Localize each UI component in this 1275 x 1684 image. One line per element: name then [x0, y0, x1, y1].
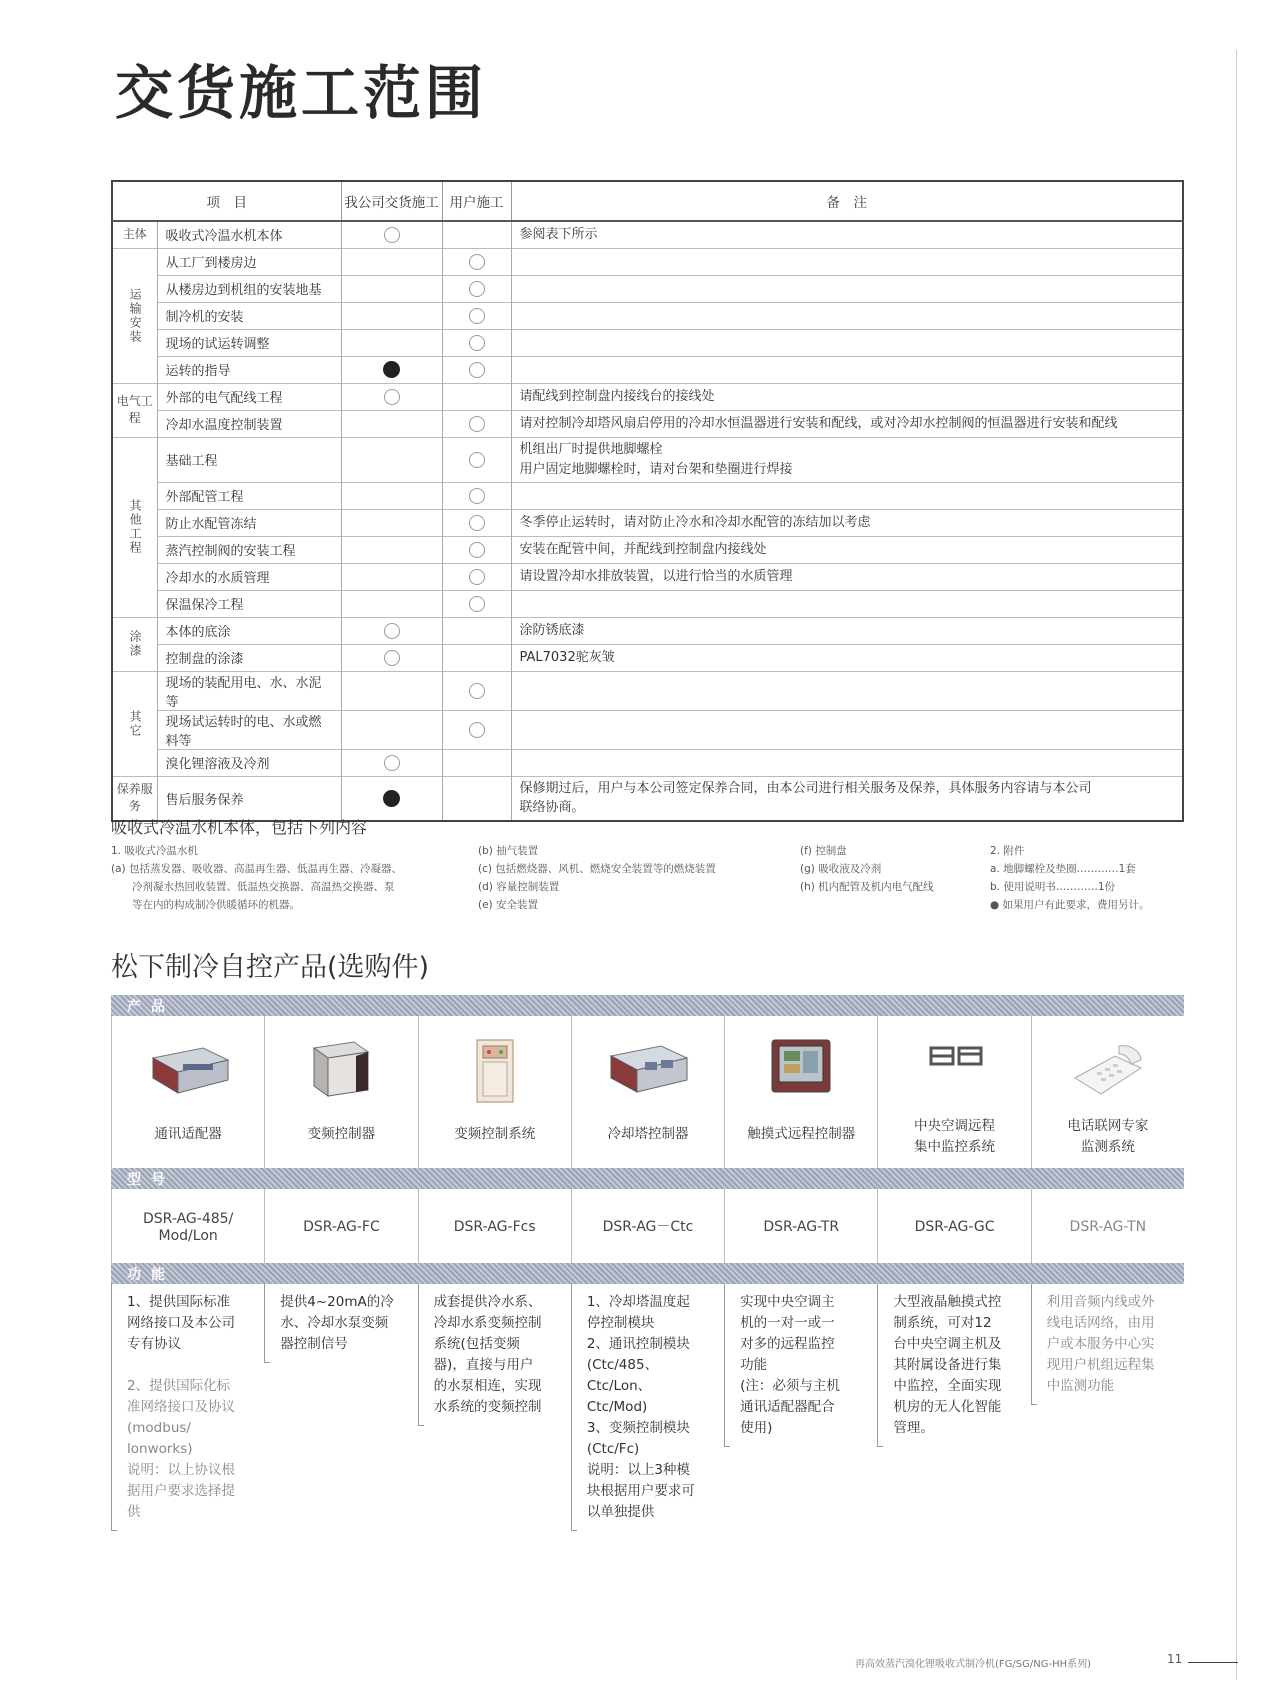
footer-rule	[1188, 1662, 1238, 1663]
company-mark-cell	[341, 221, 442, 248]
row-item: 从工厂到楼房边	[157, 248, 341, 275]
function-line: 机房的无人化智能	[893, 1399, 1002, 1415]
touch-screen-icon	[770, 1038, 832, 1098]
header-company: 我公司交货施工	[341, 181, 442, 221]
row-note	[511, 356, 1183, 383]
contents-line: a. 地脚螺栓及垫圈…………1套	[990, 863, 1136, 875]
function-line: 网络接口及本公司	[127, 1315, 235, 1331]
group-label: 其他工程	[112, 437, 157, 617]
row-note	[511, 383, 1183, 410]
contents-line: 1. 吸收式冷温水机	[111, 845, 198, 857]
empty-circle-icon	[384, 623, 400, 639]
product-name	[878, 1116, 1030, 1158]
empty-circle-icon	[384, 650, 400, 666]
row-item: 控制盘的涂漆	[157, 644, 341, 671]
user-mark-cell	[442, 482, 511, 509]
row-note	[511, 776, 1183, 821]
models-row	[111, 1189, 1184, 1263]
row-note	[511, 410, 1183, 437]
note-line: 联络协商。	[519, 800, 585, 816]
contents-line: ● 如果用户有此要求，费用另计。	[990, 899, 1150, 911]
note-line: 请配线到控制盘内接线台的接线处	[519, 388, 715, 404]
user-mark-cell	[442, 590, 511, 617]
note-line: 安装在配管中间，并配线到控制盘内接线处	[519, 541, 767, 557]
row-item: 制冷机的安装	[157, 302, 341, 329]
function-line: 中监控，全面实现	[893, 1378, 1002, 1394]
user-mark-cell	[442, 644, 511, 671]
table-row	[112, 590, 1183, 617]
row-item: 现场的试运转调整	[157, 329, 341, 356]
group-label: 运输安装	[112, 248, 157, 383]
contents-col-3	[800, 842, 934, 896]
company-mark-cell	[341, 590, 442, 617]
row-note	[511, 590, 1183, 617]
function-line: 供	[127, 1504, 141, 1520]
note-line: 参阅表下所示	[519, 227, 598, 242]
note-line: 用户固定地脚螺栓时，请对台架和垫圈进行焊接	[519, 461, 793, 477]
row-item: 现场试运转时的电、水或燃料等	[157, 710, 341, 749]
company-mark-cell	[341, 749, 442, 776]
product-name-line: 集中监控系统	[914, 1139, 996, 1155]
function-bracket	[418, 1284, 424, 1426]
function-bracket	[724, 1284, 730, 1447]
product-cell	[724, 1016, 877, 1168]
page-title: 交货施工范围	[115, 59, 488, 127]
table-row	[112, 410, 1183, 437]
row-note	[511, 221, 1183, 248]
row-item: 防止水配管冻结	[157, 509, 341, 536]
group-label: 主体	[112, 221, 157, 248]
table-row	[112, 437, 1183, 482]
row-note	[511, 617, 1183, 644]
row-item: 基础工程	[157, 437, 341, 482]
contents-line: 等在内的构成制冷供暖循环的机器。	[111, 899, 300, 911]
user-mark-cell	[442, 410, 511, 437]
note-line: 保修期过后，用户与本公司签定保养合同，由本公司进行相关服务及保养，具体服务内容请与本公司	[519, 780, 1092, 796]
user-mark-cell	[442, 617, 511, 644]
function-line: 台中央空调主机及	[893, 1336, 1002, 1352]
company-mark-cell	[341, 671, 442, 710]
table-row	[112, 749, 1183, 776]
page-edge-rule	[1236, 50, 1237, 1680]
table-row	[112, 329, 1183, 356]
delivery-scope-table	[111, 180, 1184, 822]
company-mark-cell	[341, 275, 442, 302]
company-mark-cell	[341, 437, 442, 482]
footer-series-text: 再高效蒸汽溴化锂吸收式制冷机(FG/SG/NG-HH系列)	[855, 1659, 1092, 1670]
function-cell	[264, 1284, 417, 1544]
function-line	[127, 1355, 252, 1376]
company-mark-cell	[341, 302, 442, 329]
company-mark-cell	[341, 356, 442, 383]
row-note	[511, 482, 1183, 509]
function-line: 机的一对一或一	[740, 1315, 835, 1331]
function-line: Ctc/Mod)	[586, 1399, 648, 1415]
function-line: 其附属设备进行集	[893, 1357, 1002, 1373]
function-line: (注：必须与主机	[740, 1378, 840, 1394]
note-line: PAL7032驼灰皱	[519, 649, 615, 665]
user-mark-cell	[442, 536, 511, 563]
table-row	[112, 617, 1183, 644]
row-note	[511, 329, 1183, 356]
row-note	[511, 248, 1183, 275]
function-bracket	[1031, 1284, 1037, 1405]
contents-line: (e) 安全装置	[478, 899, 538, 911]
function-line: 提供4~20mA的冷	[280, 1294, 394, 1310]
function-bracket	[264, 1284, 270, 1363]
model-code: Mod/Lon	[158, 1228, 218, 1244]
band-model	[111, 1168, 1184, 1189]
company-mark-cell	[341, 248, 442, 275]
row-item: 冷却水温度控制装置	[157, 410, 341, 437]
adapter-device-icon	[143, 1038, 233, 1102]
model-cell	[418, 1189, 571, 1263]
function-line: 冷却水系变频控制	[433, 1315, 542, 1331]
model-cell	[111, 1189, 264, 1263]
table-row	[112, 482, 1183, 509]
contents-line: (a) 包括蒸发器、吸收器、高温再生器、低温再生器、冷凝器、	[111, 863, 402, 875]
function-cell	[877, 1284, 1030, 1544]
model-code: DSR-AG-TN	[1069, 1219, 1147, 1235]
empty-circle-icon	[469, 515, 485, 531]
company-mark-cell	[341, 536, 442, 563]
row-item: 外部配管工程	[157, 482, 341, 509]
model-code: DSR-AG-485/	[143, 1211, 234, 1227]
row-item: 从楼房边到机组的安装地基	[157, 275, 341, 302]
function-cell	[111, 1284, 264, 1544]
products-row	[111, 1016, 1184, 1168]
user-mark-cell	[442, 329, 511, 356]
inverter-controller-icon	[306, 1038, 376, 1104]
model-code: DSR-AG-TR	[763, 1219, 840, 1235]
function-line: 利用音频内线或外	[1046, 1294, 1155, 1310]
row-item: 溴化锂溶液及冷剂	[157, 749, 341, 776]
header-user: 用户施工	[442, 181, 511, 221]
function-line: (modbus/	[127, 1420, 191, 1436]
contents-line: (b) 抽气装置	[478, 845, 539, 857]
model-code: DSR-AG－Ctc	[602, 1219, 694, 1235]
note-line: 机组出厂时提供地脚螺栓	[519, 442, 663, 457]
model-cell	[264, 1189, 417, 1263]
row-note	[511, 302, 1183, 329]
table-row	[112, 275, 1183, 302]
function-line: Ctc/Lon、	[586, 1378, 652, 1394]
empty-circle-icon	[469, 722, 485, 738]
product-name-line: 变频控制系统	[454, 1126, 536, 1142]
function-line: 水系统的变频控制	[433, 1399, 542, 1415]
model-code: DSR-AG-Fcs	[453, 1219, 536, 1235]
user-mark-cell	[442, 563, 511, 590]
function-line: 器)，直接与用户	[433, 1357, 534, 1373]
filled-circle-icon	[383, 361, 400, 378]
empty-circle-icon	[469, 542, 485, 558]
table-row	[112, 710, 1183, 749]
model-cell	[877, 1189, 1030, 1263]
row-note	[511, 671, 1183, 710]
function-cell	[418, 1284, 571, 1544]
table-row	[112, 221, 1183, 248]
user-mark-cell	[442, 221, 511, 248]
company-mark-cell	[341, 563, 442, 590]
group-label: 涂漆	[112, 617, 157, 671]
function-line: 制系统，可对12	[893, 1315, 992, 1331]
table-row	[112, 248, 1183, 275]
function-line: 管理。	[893, 1420, 934, 1436]
company-mark-cell	[341, 644, 442, 671]
function-cell	[1031, 1284, 1184, 1544]
row-item: 吸收式冷温水机本体	[157, 221, 341, 248]
product-name	[419, 1124, 571, 1145]
row-note	[511, 563, 1183, 590]
product-name-line: 冷却塔控制器	[607, 1126, 689, 1142]
user-mark-cell	[442, 509, 511, 536]
table-row	[112, 383, 1183, 410]
function-line: 对多的远程监控	[740, 1336, 835, 1352]
company-mark-cell	[341, 710, 442, 749]
function-line: 器控制信号	[280, 1336, 348, 1352]
model-cell	[724, 1189, 877, 1263]
user-mark-cell	[442, 356, 511, 383]
company-mark-cell	[341, 482, 442, 509]
empty-circle-icon	[469, 488, 485, 504]
function-line: lonworks)	[127, 1441, 193, 1457]
page-number: 11	[1167, 1652, 1183, 1666]
function-line: 水、冷却水泵变频	[280, 1315, 389, 1331]
band-product-label: 产品	[127, 999, 175, 1015]
contents-line: 冷剂凝水热回收装置、低温热交换器、高温热交换器、泵	[111, 881, 395, 893]
row-note	[511, 749, 1183, 776]
function-bracket	[877, 1284, 883, 1447]
empty-circle-icon	[469, 569, 485, 585]
band-function	[111, 1263, 1184, 1284]
header-item: 项 目	[112, 181, 341, 221]
table-row	[112, 302, 1183, 329]
note-line: 涂防锈底漆	[519, 622, 585, 638]
function-line: 使用)	[740, 1420, 773, 1436]
function-bracket	[111, 1284, 117, 1531]
contents-line: (g) 吸收液及冷剂	[800, 863, 882, 875]
function-line: 1、冷却塔温度起	[586, 1294, 690, 1310]
cooling-tower-controller-icon	[603, 1038, 693, 1102]
table-header-row	[112, 181, 1183, 221]
row-note	[511, 509, 1183, 536]
product-name	[112, 1124, 264, 1145]
filled-circle-icon	[383, 790, 400, 807]
function-line: (Ctc/Fc)	[586, 1441, 640, 1457]
user-mark-cell	[442, 776, 511, 821]
function-line: 专有协议	[127, 1336, 181, 1352]
contents-title: 吸收式冷温水机本体，包括下列内容	[111, 818, 368, 837]
header-note: 备 注	[511, 181, 1183, 221]
table-row	[112, 356, 1183, 383]
function-bracket	[571, 1284, 577, 1531]
function-line: 现用户机组远程集	[1046, 1357, 1155, 1373]
contents-line: (c) 包括燃烧器、风机、燃烧安全装置等的燃烧装置	[478, 863, 716, 875]
empty-circle-icon	[469, 308, 485, 324]
function-line: 功能	[740, 1357, 768, 1373]
table-row	[112, 563, 1183, 590]
row-note	[511, 710, 1183, 749]
row-note	[511, 536, 1183, 563]
contents-line: (h) 机内配管及机内电气配线	[800, 881, 934, 893]
model-code: DSR-AG-FC	[303, 1219, 380, 1235]
row-note	[511, 437, 1183, 482]
empty-circle-icon	[469, 596, 485, 612]
empty-circle-icon	[469, 335, 485, 351]
function-line: 准网络接口及协议	[127, 1399, 235, 1415]
group-label: 电气工程	[112, 383, 157, 437]
contents-col-2	[478, 842, 716, 914]
contents-col-4	[990, 842, 1150, 914]
row-item: 现场的装配用电、水、水泥等	[157, 671, 341, 710]
functions-row	[111, 1284, 1184, 1544]
user-mark-cell	[442, 671, 511, 710]
product-cell	[1031, 1016, 1184, 1168]
product-cell	[418, 1016, 571, 1168]
group-label: 其它	[112, 671, 157, 776]
user-mark-cell	[442, 437, 511, 482]
function-line: 成套提供冷水系、	[433, 1294, 542, 1310]
user-mark-cell	[442, 749, 511, 776]
product-name-line: 电话联网专家	[1067, 1118, 1149, 1134]
table-row	[112, 509, 1183, 536]
function-line: 块根据用户要求可	[586, 1483, 695, 1499]
empty-circle-icon	[384, 227, 400, 243]
contents-col-1	[111, 842, 402, 914]
row-note	[511, 644, 1183, 671]
function-line: 系统(包括变频	[433, 1336, 520, 1352]
function-line: 线电话网络，由用	[1046, 1315, 1155, 1331]
user-mark-cell	[442, 302, 511, 329]
table-row	[112, 644, 1183, 671]
product-cell	[111, 1016, 264, 1168]
row-item: 冷却水的水质管理	[157, 563, 341, 590]
control-cabinet-icon	[473, 1038, 517, 1108]
product-name-line: 变频控制器	[307, 1126, 376, 1142]
function-line: 以单独提供	[586, 1504, 655, 1520]
function-line: 说明：以上协议根	[127, 1462, 235, 1478]
company-mark-cell	[341, 329, 442, 356]
product-cell	[877, 1016, 1030, 1168]
products-section-title: 松下制冷自控产品(选购件)	[111, 952, 430, 983]
product-name-line: 中央空调远程	[914, 1118, 996, 1134]
band-model-label: 型号	[127, 1172, 175, 1188]
band-product	[111, 995, 1184, 1016]
function-line: 3、变频控制模块	[586, 1420, 690, 1436]
function-cell	[571, 1284, 724, 1544]
central-monitor-icon	[925, 1042, 985, 1076]
contents-line: (f) 控制盘	[800, 845, 847, 857]
row-item: 售后服务保养	[157, 776, 341, 821]
product-name	[572, 1124, 724, 1145]
contents-line: 2. 附件	[990, 845, 1025, 857]
empty-circle-icon	[469, 254, 485, 270]
row-item: 保温保冷工程	[157, 590, 341, 617]
row-item: 蒸汽控制阀的安装工程	[157, 536, 341, 563]
function-line: 通讯适配器配合	[740, 1399, 835, 1415]
contents-line: (d) 容量控制装置	[478, 881, 560, 893]
empty-circle-icon	[469, 416, 485, 432]
product-name-line: 通讯适配器	[154, 1126, 222, 1142]
empty-circle-icon	[469, 362, 485, 378]
contents-line: b. 使用说明书…………1份	[990, 881, 1116, 893]
function-line: 大型液晶触摸式控	[893, 1294, 1002, 1310]
product-name-line: 触摸式远程控制器	[747, 1126, 856, 1142]
user-mark-cell	[442, 275, 511, 302]
row-note	[511, 275, 1183, 302]
group-label: 保养服务	[112, 776, 157, 821]
model-cell	[571, 1189, 724, 1263]
user-mark-cell	[442, 248, 511, 275]
function-cell	[724, 1284, 877, 1544]
model-cell	[1031, 1189, 1184, 1263]
product-cell	[264, 1016, 417, 1168]
user-mark-cell	[442, 710, 511, 749]
function-line: 停控制模块	[586, 1315, 655, 1331]
row-item: 本体的底涂	[157, 617, 341, 644]
function-line: (Ctc/485、	[586, 1357, 659, 1373]
product-cell	[571, 1016, 724, 1168]
company-mark-cell	[341, 509, 442, 536]
note-line: 冬季停止运转时，请对防止冷水和冷却水配管的冻结加以考虑	[519, 514, 871, 530]
function-line: 1、提供国际标准	[127, 1294, 231, 1310]
product-name-line: 监测系统	[1080, 1139, 1135, 1155]
empty-circle-icon	[469, 281, 485, 297]
empty-circle-icon	[469, 683, 485, 699]
model-code: DSR-AG-GC	[914, 1219, 995, 1235]
product-name	[725, 1124, 877, 1145]
function-line: 户或本服务中心实	[1046, 1336, 1155, 1352]
company-mark-cell	[341, 383, 442, 410]
function-line: 中监测功能	[1046, 1378, 1115, 1394]
company-mark-cell	[341, 410, 442, 437]
user-mark-cell	[442, 383, 511, 410]
company-mark-cell	[341, 617, 442, 644]
note-line: 请设置冷却水排放装置，以进行恰当的水质管理	[519, 568, 793, 584]
empty-circle-icon	[469, 452, 485, 468]
empty-circle-icon	[384, 389, 400, 405]
telephone-icon	[1069, 1038, 1147, 1104]
table-row	[112, 671, 1183, 710]
function-line: 实现中央空调主	[740, 1294, 835, 1310]
function-line: 据用户要求选择提	[127, 1483, 235, 1499]
function-line: 说明：以上3种模	[586, 1462, 690, 1478]
product-name	[1032, 1116, 1184, 1158]
empty-circle-icon	[384, 755, 400, 771]
table-row	[112, 536, 1183, 563]
product-name	[265, 1124, 417, 1145]
function-line: 的水泵相连，实现	[433, 1378, 542, 1394]
note-line: 请对控制冷却塔风扇启停用的冷却水恒温器进行安装和配线，或对冷却水控制阀的恒温器进行安装和配线	[519, 415, 1118, 431]
band-function-label: 功能	[127, 1267, 175, 1283]
row-item: 运转的指导	[157, 356, 341, 383]
row-item: 外部的电气配线工程	[157, 383, 341, 410]
function-line: 2、通讯控制模块	[586, 1336, 690, 1352]
function-line: 2、提供国际化标	[127, 1378, 231, 1394]
